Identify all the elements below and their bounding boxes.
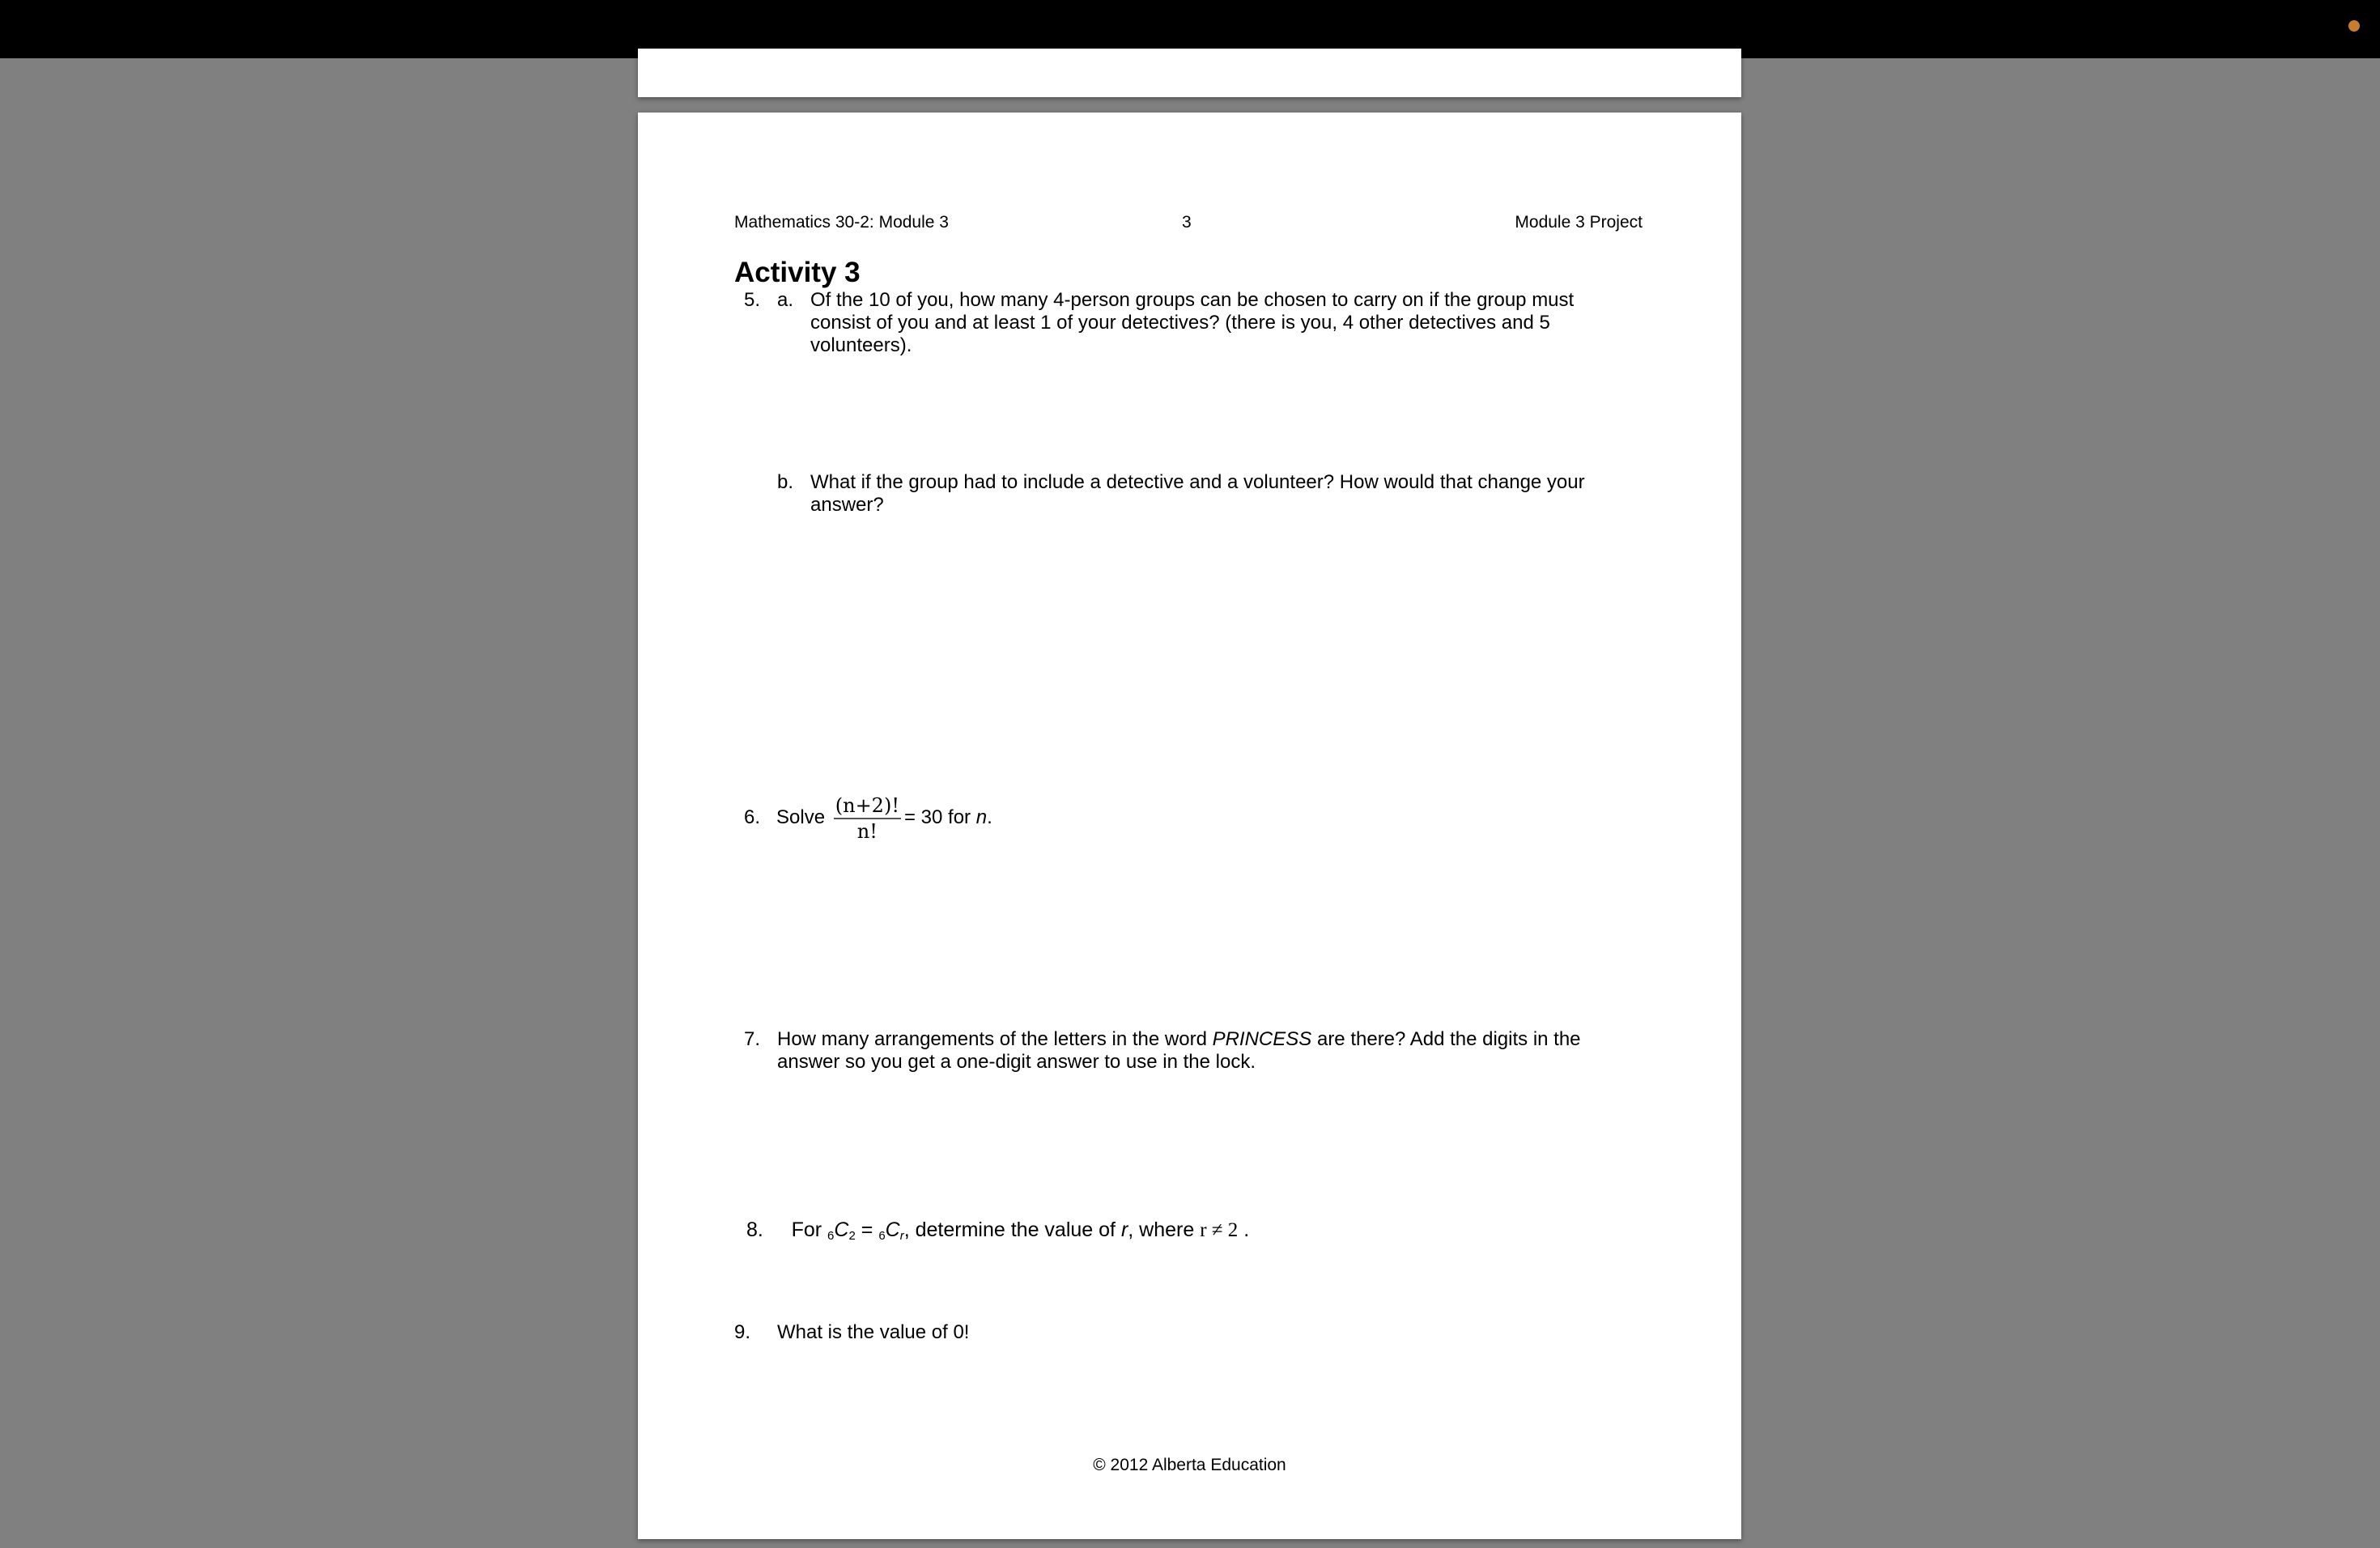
- header-page-number: 3: [1182, 213, 1192, 232]
- footer-copyright: © 2012 Alberta Education: [1093, 1456, 1286, 1474]
- q6-var: n: [975, 806, 988, 828]
- q8-mid: , determine the value of: [903, 1218, 1116, 1241]
- q8-eq: =: [861, 1218, 873, 1241]
- q5-number: 5.: [744, 289, 761, 311]
- q5b-text: What if the group had to include a detective and a volunteer? How would that change your answer?: [810, 471, 1585, 516]
- q6-equals: = 30: [903, 806, 943, 828]
- q8-where: , where: [1128, 1218, 1195, 1241]
- q5b-label: b.: [777, 471, 794, 493]
- q8-condition: r ≠ 2: [1200, 1219, 1239, 1241]
- q6-prefix: Solve: [776, 806, 826, 828]
- q6-for: for: [948, 806, 971, 828]
- q8-for: For: [791, 1218, 822, 1241]
- previous-page: [638, 49, 1741, 97]
- status-dot-icon: [2348, 20, 2360, 32]
- q5a-label: a.: [777, 289, 794, 311]
- q6-fraction: [834, 793, 901, 844]
- q6: [744, 785, 992, 850]
- q6-number: 6.: [744, 806, 761, 828]
- q7-text: [777, 1028, 1603, 1074]
- q6-denominator: n!: [856, 819, 878, 843]
- page-title: Activity 3: [734, 257, 861, 288]
- q7-word: PRINCESS: [1212, 1028, 1312, 1050]
- q8-k1: 2: [848, 1229, 856, 1243]
- q8-number: 8.: [746, 1218, 763, 1241]
- q9-number: 9.: [734, 1321, 751, 1343]
- q7-after: are there? Add the digits in the answer so you get a one-digit answer to use in the lock.: [777, 1028, 1581, 1073]
- q6-end: .: [987, 806, 992, 828]
- q5a-text: Of the 10 of you, how many 4-person groups can be chosen to carry on if the group must consist of you and at least 1 of your detectives? (there is you, 4 other detectives and 5 volunteers).: [810, 289, 1575, 356]
- q7-number: 7.: [744, 1028, 761, 1050]
- q8-c1: C: [834, 1218, 849, 1241]
- q8-r: r: [1120, 1218, 1128, 1241]
- q7-before: How many arrangements of the letters in the word: [777, 1028, 1207, 1050]
- q8-k2: r: [899, 1229, 904, 1243]
- q8: [746, 1218, 1249, 1248]
- q8-n1: 6: [827, 1229, 835, 1243]
- header-right: Module 3 Project: [1515, 213, 1643, 232]
- q8-n2: 6: [878, 1229, 886, 1243]
- q6-numerator: (n+2)!: [834, 793, 901, 819]
- header-left: Mathematics 30-2: Module 3: [734, 213, 949, 232]
- q8-end: .: [1243, 1218, 1250, 1241]
- q9-text: What is the value of 0!: [777, 1321, 970, 1343]
- document-page: [638, 113, 1741, 1539]
- q8-c2: C: [885, 1218, 900, 1241]
